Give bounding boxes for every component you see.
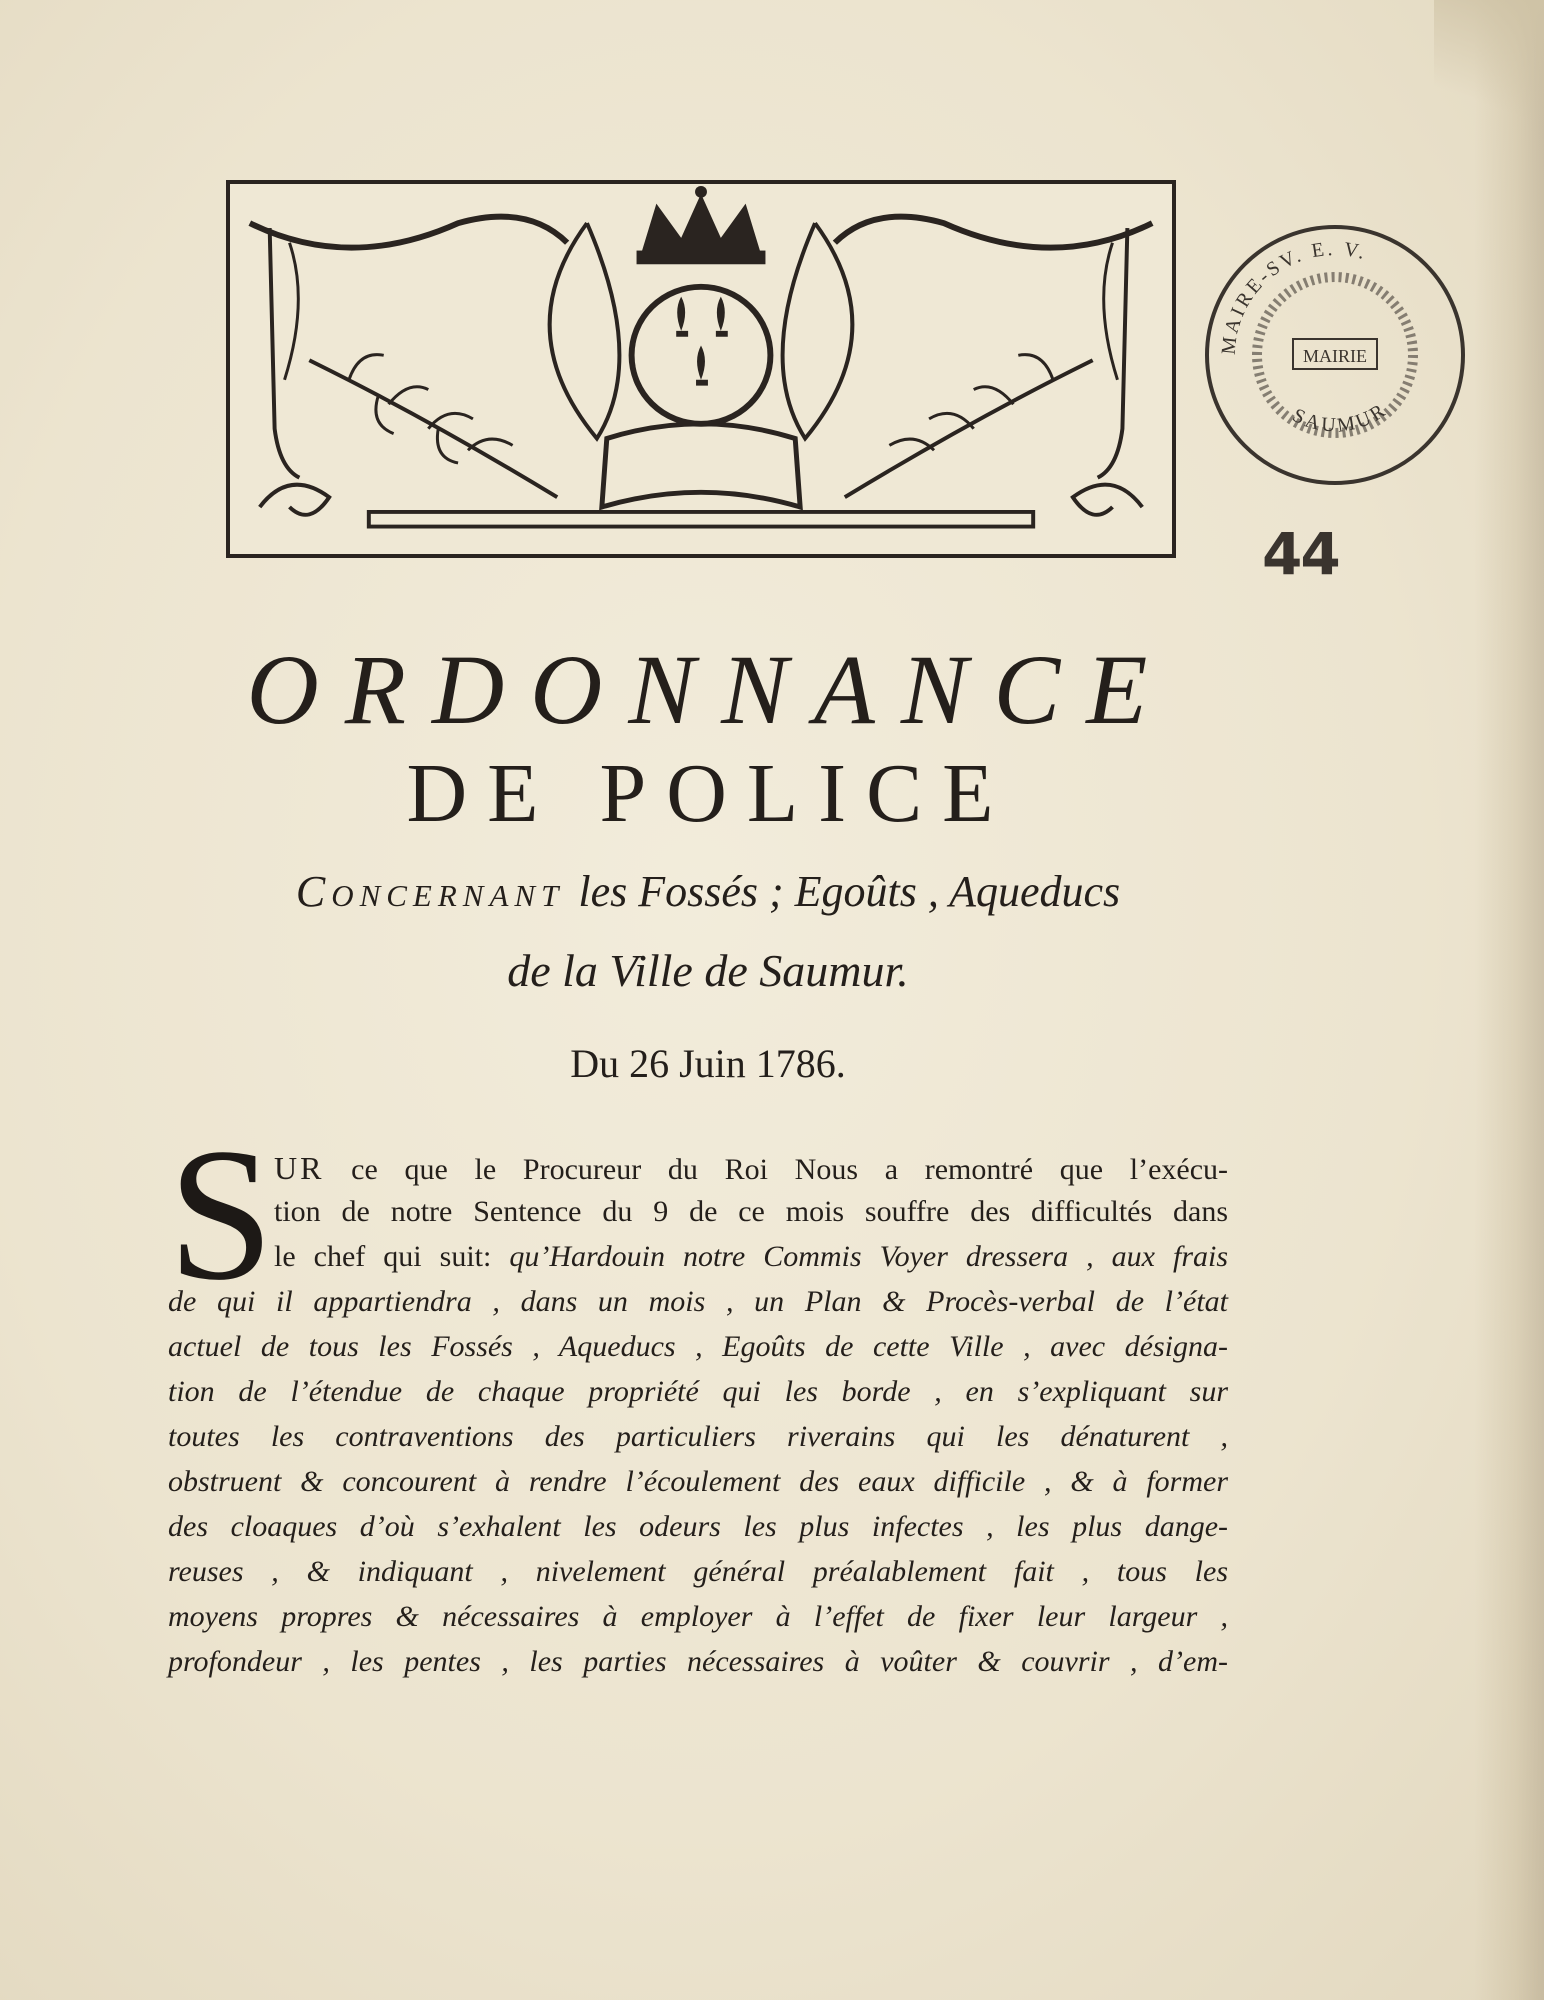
body-line-8: obstruent & concourent à rendre l’écoulement des eaux difficile , & à former <box>168 1465 1228 1498</box>
body-line-7: toutes les contraventions des particuliers riverains qui les dénaturent , <box>168 1420 1228 1453</box>
stamp-bottom-text: SAUMUR <box>1289 398 1392 437</box>
body-line-12: profondeur , les pentes , les parties nécessaires à voûter & couvrir , d’em- <box>168 1645 1228 1678</box>
body-line-6: tion de l’étendue de chaque propriété qui les borde , en s’expliquant sur <box>168 1375 1228 1408</box>
stamp-top-text: MAIRE-SV. E. V. <box>1217 237 1371 356</box>
svg-text:MAIRE-SV. E. V. <box>1218 238 1371 356</box>
mairie-saumur-seal-stamp <box>1195 215 1475 495</box>
body-line-9: des cloaques d’où s’exhalent les odeurs les plus infectes , les plus dange- <box>168 1510 1228 1543</box>
subtitle-rest: les Fossés ; Egoûts , Aqueducs <box>578 867 1121 916</box>
drop-cap: S <box>168 1110 274 1320</box>
body-line-3-roman: le chef qui suit: <box>274 1240 492 1273</box>
subtitle-line-2: de la Ville de Saumur. <box>507 945 909 996</box>
body-line-4: de qui il appartiendra , dans un mois , un Plan & Procès-verbal de l’état <box>168 1285 1228 1318</box>
body-line-3-italic: qu’Hardouin notre Commis Voyer dressera , aux frais <box>509 1240 1229 1273</box>
title-ordonnance: ORDONNANCE <box>246 634 1174 745</box>
title-de-police: DE POLICE <box>406 747 1014 840</box>
subtitle-lead: Concernant <box>295 867 565 916</box>
body-line-1-text: ce que le Procureur du Roi Nous a remontré que l’exécu- <box>351 1153 1229 1186</box>
subtitle-line-1 <box>168 866 1248 917</box>
body-line-1 <box>274 1150 1228 1187</box>
woodcut-ornament-crown-fleur-de-lis <box>226 180 1176 558</box>
stamp-center-text: MAIRIE <box>1303 346 1367 366</box>
archive-number: 44 <box>1262 520 1339 588</box>
svg-text:SAUMUR <box>1289 398 1391 436</box>
body-line-1-caps: UR <box>274 1150 325 1186</box>
body-line-2: tion de notre Sentence du 9 de ce mois souffre des difficultés dans <box>274 1195 1228 1228</box>
document-date: Du 26 Juin 1786. <box>570 1041 846 1086</box>
page-corner-curl <box>1434 0 1544 140</box>
body-line-11: moyens propres & nécessaires à employer à l’effet de fixer leur largeur , <box>168 1600 1228 1633</box>
body-line-3 <box>274 1240 1228 1274</box>
body-line-10: reuses , & indiquant , nivelement général préalablement fait , tous les <box>168 1555 1228 1588</box>
page-fold-shadow <box>1474 0 1544 2000</box>
body-line-5: actuel de tous les Fossés , Aqueducs , Egoûts de cette Ville , avec désigna- <box>168 1330 1228 1363</box>
